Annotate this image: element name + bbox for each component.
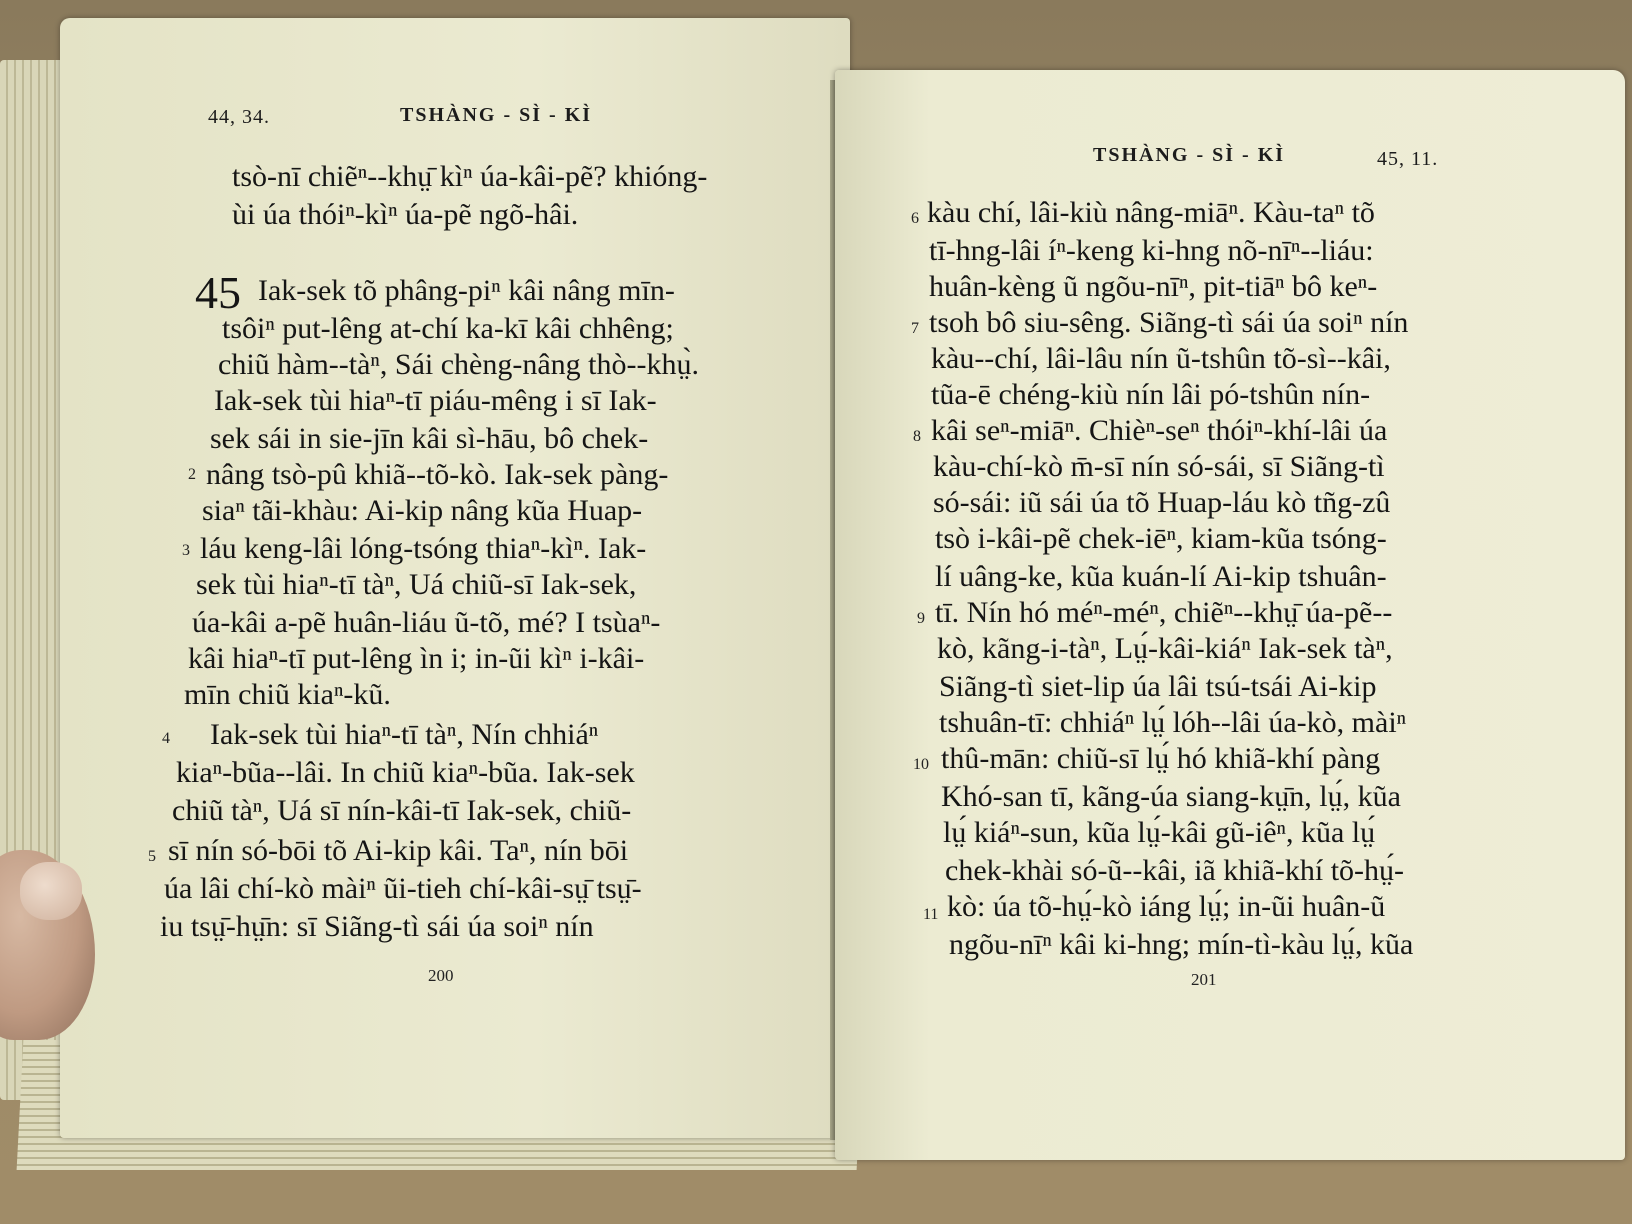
text-line: kiaⁿ-bũa--lâi. In chiũ kiaⁿ-bũa. Iak-sek (176, 756, 635, 789)
verse-number: 9 (917, 610, 925, 627)
text-line: mīn chiũ kiaⁿ-kũ. (184, 678, 391, 711)
right-header-chapter-ref: 45, 11. (1377, 148, 1439, 170)
text-line: thû-mān: chiũ-sī lṳ́ hó khiã-khí pàng (941, 742, 1381, 775)
text-line: lṳ́ kiáⁿ-sun, kũa lṳ́-kâi gũ-iêⁿ, kũa lṳ́ (943, 816, 1376, 849)
verse-number: 7 (911, 320, 919, 337)
text-line: sī nín só-bōi tõ Ai-kip kâi. Taⁿ, nín bōi (168, 834, 629, 867)
text-line: sek sái in sie-jīn kâi sì-hāu, bô chek- (210, 422, 649, 455)
verse-number: 3 (182, 542, 190, 559)
text-line: Iak-sek tùi hiaⁿ-tī tàⁿ, Nín chhiáⁿ (210, 718, 599, 751)
thumbnail-nail (20, 862, 82, 920)
text-line: tũa-ē chéng-kiù nín lâi pó-tshûn nín- (931, 378, 1371, 411)
text-line: tshuân-tī: chhiáⁿ lṳ́ lóh--lâi úa-kò, màiⁿ (939, 706, 1407, 739)
verse-number: 8 (913, 428, 921, 445)
text-line: láu keng-lâi lóng-tsóng thiaⁿ-kìⁿ. Iak- (200, 532, 647, 565)
text-line: ngõu-nīⁿ kâi ki-hng; mín-tì-kàu lṳ́, kũa (949, 928, 1414, 961)
text-line: lí uâng-ke, kũa kuán-lí Ai-kip tshuân- (935, 560, 1387, 593)
text-line: Siãng-tì siet-lip úa lâi tsú-tsái Ai-kip (939, 670, 1377, 703)
text-line: Iak-sek tõ phâng-piⁿ kâi nâng mīn- (258, 274, 675, 307)
text-line: chek-khài só-ũ--kâi, iã khiã-khí tõ-hṳ́- (945, 854, 1405, 887)
text-line: tī. Nín hó méⁿ-méⁿ, chiẽⁿ--khṳ̄ úa-pẽ-- (935, 596, 1393, 629)
verse-number: 11 (923, 906, 939, 923)
text-line: sek tùi hiaⁿ-tī tàⁿ, Uá chiũ-sī Iak-sek, (196, 568, 637, 601)
text-line: kâi seⁿ-miāⁿ. Chièⁿ-seⁿ thóiⁿ-khí-lâi úa (931, 414, 1388, 447)
text-line: Iak-sek tùi hiaⁿ-tī piáu-mêng i sī Iak- (214, 384, 657, 417)
text-line: kàu-chí-kò m̄-sī nín só-sái, sī Siãng-tì (933, 450, 1385, 483)
left-page (60, 18, 850, 1138)
text-line: tsò-nī chiẽⁿ--khṳ̄ kìⁿ úa-kâi-pẽ? khióng- (232, 160, 708, 193)
text-line: Khó-san tī, kãng-úa siang-kṳ̄n, lṳ́, kũa (941, 780, 1401, 813)
text-line: kò, kãng-i-tàⁿ, Lṳ́-kâi-kiáⁿ Iak-sek tàⁿ, (937, 632, 1393, 665)
text-line: chiũ hàm--tàⁿ, Sái chèng-nâng thò--khṳ̀. (218, 348, 699, 381)
text-line: tī-hng-lâi íⁿ-keng ki-hng nõ-nīⁿ--liáu: (929, 234, 1374, 267)
verse-number: 5 (148, 848, 156, 865)
verse-number: 6 (911, 210, 919, 227)
text-line: tsoh bô siu-sêng. Siãng-tì sái úa soiⁿ nín (929, 306, 1409, 339)
text-line: kò: úa tõ-hṳ́-kò iáng lṳ́; in-ũi huân-ũ (947, 890, 1386, 923)
text-line: úa lâi chí-kò màiⁿ ũi-tieh chí-kâi-sṳ̄ tsṳ̄- (164, 872, 642, 905)
text-line: iu tsṳ̄-hṳ̄n: sī Siãng-tì sái úa soiⁿ nín (160, 910, 594, 943)
left-header-title: TSHÀNG - SÌ - KÌ (400, 104, 593, 126)
text-line: só-sái: iũ sái úa tõ Huap-láu kò tñg-zû (933, 486, 1391, 519)
verse-number: 10 (913, 756, 929, 773)
right-header-title: TSHÀNG - SÌ - KÌ (1093, 144, 1286, 166)
text-line: tsò i-kâi-pẽ chek-iēⁿ, kiam-kũa tsóng- (935, 522, 1387, 555)
verse-number: 4 (162, 730, 170, 747)
verse-number: 2 (188, 466, 196, 483)
text-line: huân-kèng ũ ngõu-nīⁿ, pit-tiāⁿ bô keⁿ- (929, 270, 1378, 303)
left-header-chapter-ref: 44, 34. (208, 106, 270, 128)
text-line: kàu--chí, lâi-lâu nín ũ-tshûn tõ-sì--kâi, (931, 342, 1391, 375)
right-page (835, 70, 1625, 1160)
text-line: kàu chí, lâi-kiù nâng-miāⁿ. Kàu-taⁿ tõ (927, 196, 1375, 229)
text-line: úa-kâi a-pẽ huân-liáu ũ-tõ, mé? I tsùaⁿ- (192, 606, 661, 639)
text-line: chiũ tàⁿ, Uá sī nín-kâi-tī Iak-sek, chiũ- (172, 794, 632, 827)
text-line: nâng tsò-pû khiã--tõ-kò. Iak-sek pàng- (206, 458, 669, 491)
text-line: tsôiⁿ put-lêng at-chí ka-kī kâi chhêng; (222, 312, 674, 345)
text-line: siaⁿ tãi-khàu: Ai-kip nâng kũa Huap- (202, 494, 643, 527)
text-line: ùi úa thóiⁿ-kìⁿ úa-pẽ ngõ-hâi. (232, 198, 579, 231)
page-number: 200 (428, 966, 454, 985)
page-number: 201 (1191, 970, 1217, 989)
chapter-number: 45 (195, 267, 241, 318)
text-line: kâi hiaⁿ-tī put-lêng ìn i; in-ũi kìⁿ i-kâi- (188, 642, 645, 675)
